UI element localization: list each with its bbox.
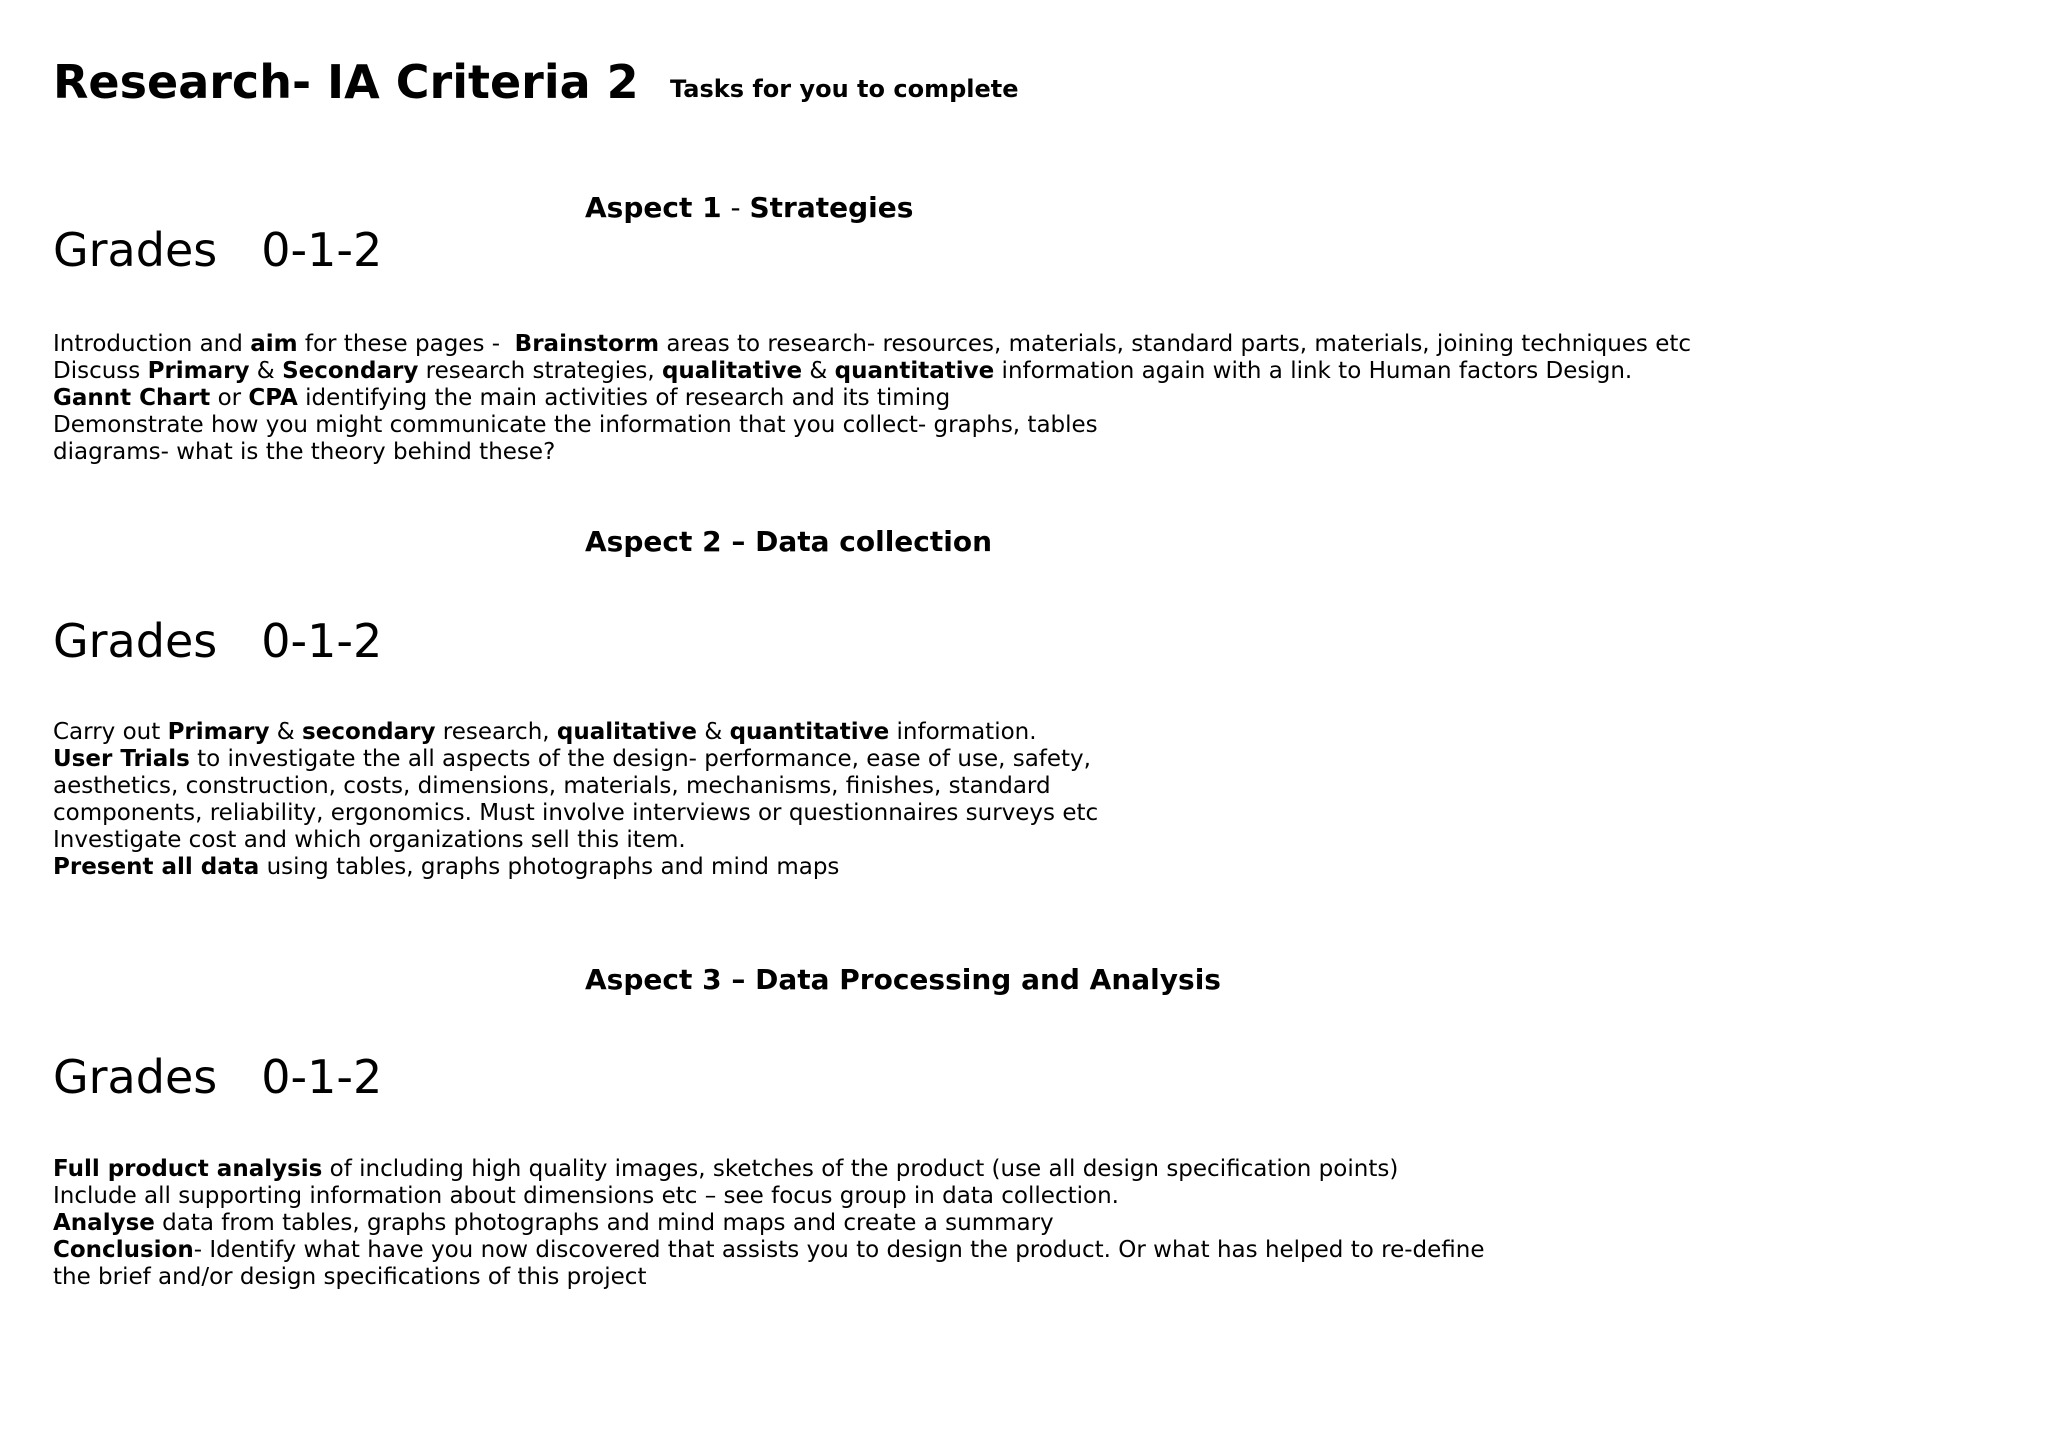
task-line xyxy=(53,358,1691,385)
grades-label: Grades xyxy=(53,223,218,277)
body-text: research, xyxy=(435,719,557,745)
aspect-1-heading xyxy=(585,190,913,226)
body-text: the brief and/or design specifications of this project xyxy=(53,1264,647,1290)
body-text: to investigate the all aspects of the design- performance, ease of use, safety, xyxy=(189,746,1091,772)
body-text: information. xyxy=(889,719,1037,745)
task-line xyxy=(53,439,1691,466)
grades-label: Grades xyxy=(53,1050,218,1104)
task-line xyxy=(53,800,1098,827)
task-line xyxy=(53,719,1098,746)
emphasis-text: Primary xyxy=(167,719,270,745)
body-text: aesthetics, construction, costs, dimensions, materials, mechanisms, finishes, standard xyxy=(53,773,1051,799)
aspect-2-name: Data collection xyxy=(755,525,993,558)
aspect-3-heading xyxy=(585,962,1221,998)
aspect-3-tasks xyxy=(53,1156,1485,1291)
task-line xyxy=(53,1237,1485,1264)
task-line xyxy=(53,854,1098,881)
body-text: using tables, graphs photographs and mind maps xyxy=(259,854,840,880)
emphasis-text: Conclusion xyxy=(53,1237,194,1263)
task-line xyxy=(53,1210,1485,1237)
body-text: Demonstrate how you might communicate the information that you collect- graphs, tables xyxy=(53,412,1098,438)
task-line xyxy=(53,1264,1485,1291)
grades-value: 0-1-2 xyxy=(261,223,383,277)
aspect-1-number: Aspect 1 xyxy=(585,191,722,224)
grades-value: 0-1-2 xyxy=(261,1050,383,1104)
emphasis-text: Primary xyxy=(147,358,250,384)
task-line xyxy=(53,827,1098,854)
body-text: Include all supporting information about dimensions etc – see focus group in data collection. xyxy=(53,1183,1119,1209)
body-text: identifying the main activities of research and its timing xyxy=(297,385,951,411)
aspect-2-separator: – xyxy=(721,525,756,558)
emphasis-text: Brainstorm xyxy=(514,331,660,357)
body-text: research strategies, xyxy=(418,358,662,384)
task-line xyxy=(53,746,1098,773)
body-text: components, reliability, ergonomics. Must involve interviews or questionnaires surveys etc xyxy=(53,800,1099,826)
body-text: or xyxy=(210,385,249,411)
aspect-2-tasks xyxy=(53,719,1098,881)
emphasis-text: Present all data xyxy=(53,854,260,880)
aspect-2-heading xyxy=(585,524,992,560)
body-text: & xyxy=(697,719,730,745)
body-text: - Identify what have you now discovered that assists you to design the product. Or what has helped to re-define xyxy=(193,1237,1485,1263)
emphasis-text: quantitative xyxy=(834,358,995,384)
emphasis-text: secondary xyxy=(302,719,436,745)
body-text: & xyxy=(269,719,303,745)
aspect-2-number: Aspect 2 xyxy=(585,525,722,558)
body-text: Introduction and xyxy=(53,331,251,357)
emphasis-text: User Trials xyxy=(53,746,190,772)
body-text: Investigate cost and which organizations sell this item. xyxy=(53,827,686,853)
body-text: information again with a link to Human factors Design. xyxy=(994,358,1633,384)
task-line xyxy=(53,331,1691,358)
aspect-1-separator: - xyxy=(721,191,750,224)
emphasis-text: Secondary xyxy=(282,358,419,384)
emphasis-text: Analyse xyxy=(53,1210,155,1236)
aspect-3-separator: – xyxy=(721,963,756,996)
emphasis-text: CPA xyxy=(248,385,298,411)
page-subtitle: Tasks for you to complete xyxy=(670,75,1019,103)
emphasis-text: quantitative xyxy=(729,719,890,745)
aspect-3-grades xyxy=(53,1049,382,1105)
body-text: & xyxy=(249,358,283,384)
aspect-1-name: Strategies xyxy=(749,191,914,224)
body-text: & xyxy=(802,358,835,384)
aspect-1-tasks xyxy=(53,331,1691,466)
grades-label: Grades xyxy=(53,614,218,668)
grades-value: 0-1-2 xyxy=(261,614,383,668)
page-title: Research- IA Criteria 2 xyxy=(53,55,639,109)
task-line xyxy=(53,412,1691,439)
emphasis-text: Gannt Chart xyxy=(53,385,211,411)
task-line xyxy=(53,1156,1485,1183)
task-line xyxy=(53,773,1098,800)
emphasis-text: qualitative xyxy=(556,719,698,745)
emphasis-text: aim xyxy=(250,331,298,357)
emphasis-text: qualitative xyxy=(661,358,803,384)
task-line xyxy=(53,385,1691,412)
body-text: Discuss xyxy=(53,358,148,384)
aspect-2-grades xyxy=(53,613,382,669)
body-text: for these pages - xyxy=(297,331,515,357)
aspect-1-grades xyxy=(53,222,382,278)
body-text: areas to research- resources, materials, standard parts, materials, joining techniques etc xyxy=(659,331,1692,357)
body-text: diagrams- what is the theory behind these? xyxy=(53,439,556,465)
aspect-3-number: Aspect 3 xyxy=(585,963,722,996)
body-text: of including high quality images, sketches of the product (use all design specification points) xyxy=(322,1156,1399,1182)
body-text: Carry out xyxy=(53,719,168,745)
emphasis-text: Full product analysis xyxy=(53,1156,323,1182)
task-line xyxy=(53,1183,1485,1210)
body-text: data from tables, graphs photographs and mind maps and create a summary xyxy=(154,1210,1054,1236)
aspect-3-name: Data Processing and Analysis xyxy=(755,963,1221,996)
